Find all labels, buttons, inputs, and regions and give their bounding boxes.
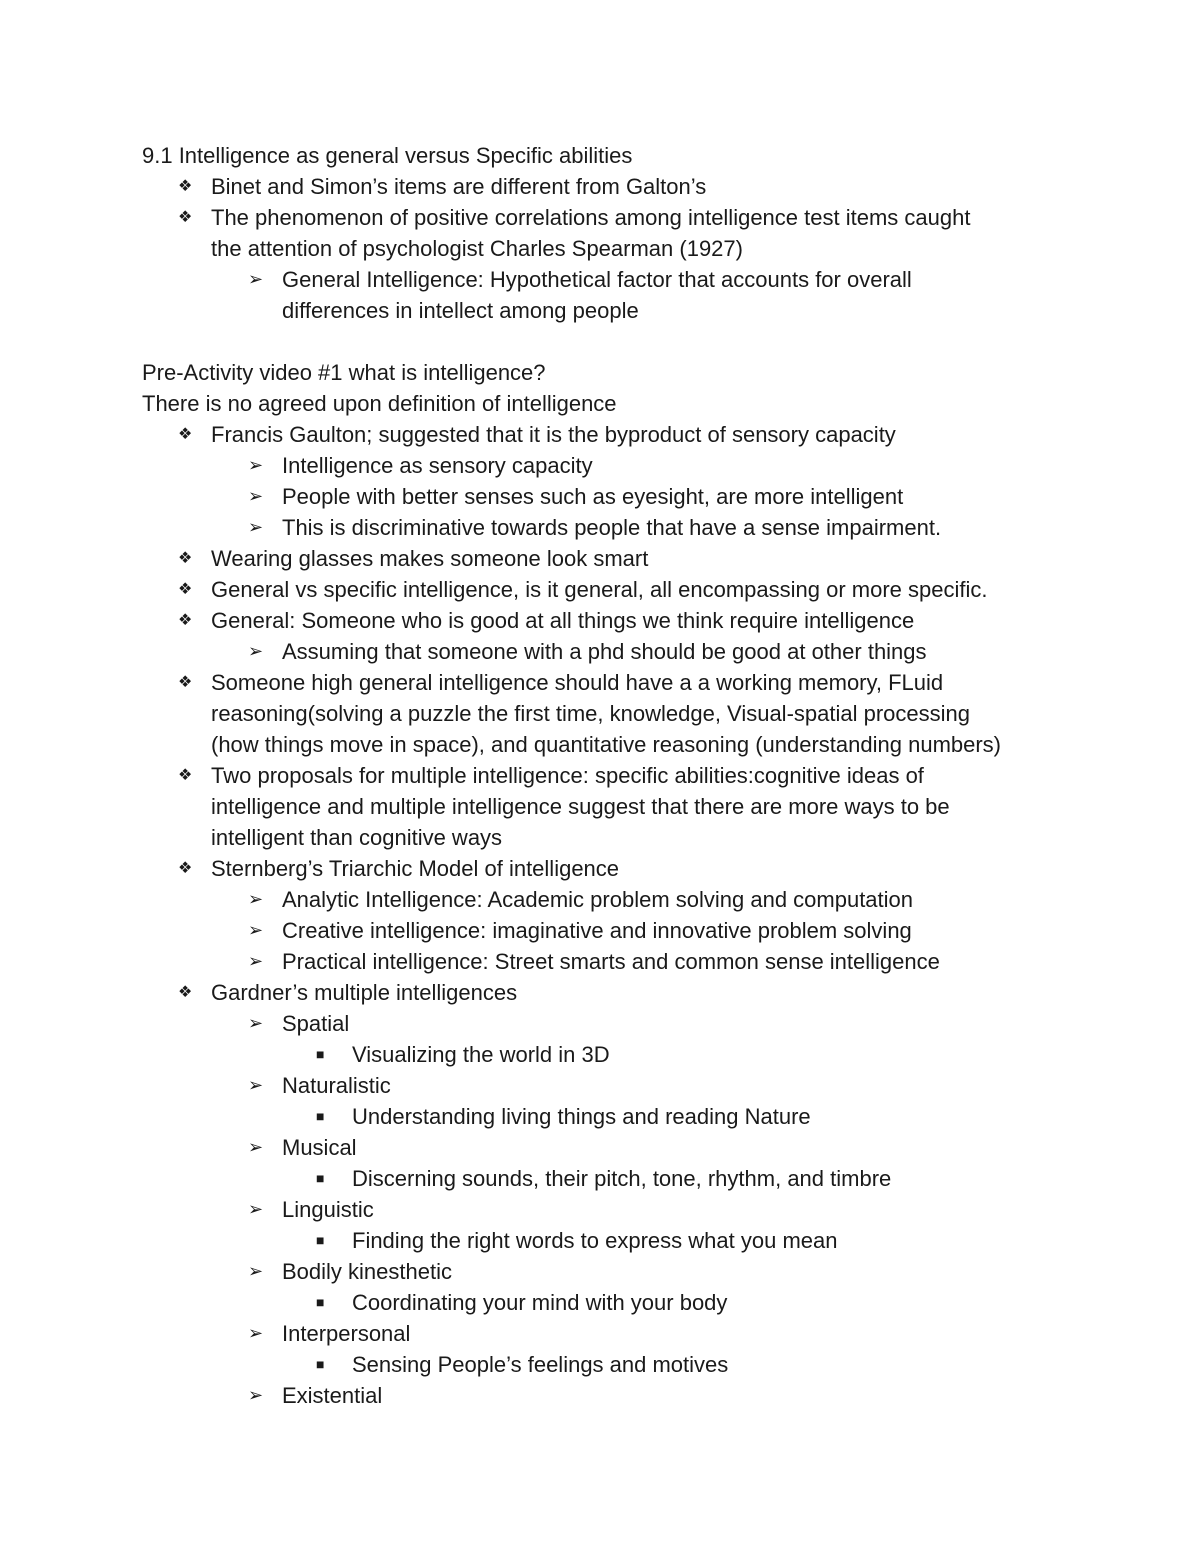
arrow-bullet-icon: ➢ — [248, 1199, 264, 1219]
list-item-text: Bodily kinesthetic — [282, 1259, 452, 1284]
list-item — [0, 915, 1200, 946]
section-heading-9-1: 9.1 Intelligence as general versus Specific abilities — [142, 143, 633, 168]
arrow-bullet-icon: ➢ — [248, 889, 264, 909]
list-item-text: This is discriminative towards people that have a sense impairment. — [282, 515, 942, 540]
diamond-bullet-icon: ❖ — [178, 550, 193, 567]
list-item — [0, 1380, 1200, 1411]
arrow-bullet-icon: ➢ — [248, 486, 264, 506]
list-item — [0, 853, 1200, 884]
list-item — [0, 264, 1200, 295]
list-item-text: Interpersonal — [282, 1321, 411, 1346]
list-item-text: Analytic Intelligence: Academic problem solving and computation — [282, 887, 914, 912]
list-item-text: Intelligence as sensory capacity — [282, 453, 593, 478]
list-item-text: Binet and Simon’s items are different from Galton’s — [211, 174, 707, 199]
list-item — [0, 977, 1200, 1008]
list-item — [0, 946, 1200, 977]
list-item-text: Coordinating your mind with your body — [352, 1290, 728, 1315]
arrow-bullet-icon: ➢ — [248, 920, 264, 940]
diamond-bullet-icon: ❖ — [178, 178, 193, 195]
arrow-bullet-icon: ➢ — [248, 517, 264, 537]
list-item — [0, 1318, 1200, 1349]
list-item-text: Discerning sounds, their pitch, tone, rhythm, and timbre — [352, 1166, 892, 1191]
list-item-text: Two proposals for multiple intelligence: specific abilities:cognitive ideas of — [211, 763, 924, 788]
arrow-bullet-icon: ➢ — [248, 269, 264, 289]
square-bullet-icon: ■ — [316, 1232, 325, 1248]
list-item — [0, 543, 1200, 574]
list-item-text: Gardner’s multiple intelligences — [211, 980, 518, 1005]
list-item — [0, 1039, 1200, 1070]
arrow-bullet-icon: ➢ — [248, 1385, 264, 1405]
square-bullet-icon: ■ — [316, 1108, 325, 1124]
list-item-text: Creative intelligence: imaginative and innovative problem solving — [282, 918, 912, 943]
list-item-text: General: Someone who is good at all things we think require intelligence — [211, 608, 915, 633]
list-item — [0, 419, 1200, 450]
list-item — [0, 512, 1200, 543]
square-bullet-icon: ■ — [316, 1046, 325, 1062]
diamond-bullet-icon: ❖ — [178, 674, 193, 691]
arrow-bullet-icon: ➢ — [248, 1137, 264, 1157]
list-item — [0, 884, 1200, 915]
list-item-text: Someone high general intelligence should have a a working memory, FLuid — [211, 670, 944, 695]
diamond-bullet-icon: ❖ — [178, 860, 193, 877]
section-intro: There is no agreed upon definition of intelligence — [142, 391, 617, 416]
list-item — [0, 481, 1200, 512]
list-item — [0, 202, 1200, 233]
list-item — [0, 1225, 1200, 1256]
diamond-bullet-icon: ❖ — [178, 426, 193, 443]
diamond-bullet-icon: ❖ — [178, 612, 193, 629]
list-item-text: Existential — [282, 1383, 383, 1408]
list-item-text: Francis Gaulton; suggested that it is the byproduct of sensory capacity — [211, 422, 896, 447]
arrow-bullet-icon: ➢ — [248, 455, 264, 475]
list-item — [0, 1349, 1200, 1380]
blank-line — [0, 326, 1200, 357]
list-item — [0, 450, 1200, 481]
list-item — [0, 1132, 1200, 1163]
list-item-text: Spatial — [282, 1011, 350, 1036]
list-item-continuation — [0, 729, 1200, 760]
list-item-text: the attention of psychologist Charles Spearman (1927) — [211, 236, 743, 261]
list-item-text: The phenomenon of positive correlations among intelligence test items caught — [211, 205, 971, 230]
diamond-bullet-icon: ❖ — [178, 984, 193, 1001]
list-item-text: Finding the right words to express what you mean — [352, 1228, 838, 1253]
list-item — [0, 1070, 1200, 1101]
list-item-text: intelligence and multiple intelligence suggest that there are more ways to be — [211, 794, 950, 819]
square-bullet-icon: ■ — [316, 1170, 325, 1186]
list-item-text: (how things move in space), and quantitative reasoning (understanding numbers) — [211, 732, 1002, 757]
list-item — [0, 667, 1200, 698]
square-bullet-icon: ■ — [316, 1356, 325, 1372]
list-item — [0, 605, 1200, 636]
list-item — [0, 1256, 1200, 1287]
arrow-bullet-icon: ➢ — [248, 641, 264, 661]
list-item-continuation — [0, 295, 1200, 326]
list-item-text: General Intelligence: Hypothetical factor that accounts for overall — [282, 267, 912, 292]
list-item — [0, 1101, 1200, 1132]
list-item-text: Visualizing the world in 3D — [352, 1042, 610, 1067]
list-item-text: Sternberg’s Triarchic Model of intelligence — [211, 856, 620, 881]
list-item-text: differences in intellect among people — [282, 298, 639, 323]
list-item-text: reasoning(solving a puzzle the first time, knowledge, Visual-spatial processing — [211, 701, 970, 726]
square-bullet-icon: ■ — [316, 1294, 325, 1310]
list-item — [0, 574, 1200, 605]
section-heading-pre-activity: Pre-Activity video #1 what is intelligence? — [142, 360, 546, 385]
document-page — [0, 140, 1200, 1411]
list-item-continuation — [0, 791, 1200, 822]
list-item-continuation — [0, 233, 1200, 264]
list-item-continuation — [0, 698, 1200, 729]
list-item-text: General vs specific intelligence, is it general, all encompassing or more specific. — [211, 577, 988, 602]
diamond-bullet-icon: ❖ — [178, 581, 193, 598]
list-item — [0, 1163, 1200, 1194]
list-item-text: Musical — [282, 1135, 357, 1160]
diamond-bullet-icon: ❖ — [178, 209, 193, 226]
list-item — [0, 1194, 1200, 1225]
list-item-text: intelligent than cognitive ways — [211, 825, 503, 850]
list-item — [0, 171, 1200, 202]
arrow-bullet-icon: ➢ — [248, 951, 264, 971]
list-item — [0, 760, 1200, 791]
list-item — [0, 1287, 1200, 1318]
list-item-text: Sensing People’s feelings and motives — [352, 1352, 729, 1377]
list-item-text: Wearing glasses makes someone look smart — [211, 546, 649, 571]
arrow-bullet-icon: ➢ — [248, 1013, 264, 1033]
diamond-bullet-icon: ❖ — [178, 767, 193, 784]
list-item — [0, 1008, 1200, 1039]
arrow-bullet-icon: ➢ — [248, 1075, 264, 1095]
list-item-text: People with better senses such as eyesight, are more intelligent — [282, 484, 904, 509]
list-item-text: Practical intelligence: Street smarts and common sense intelligence — [282, 949, 940, 974]
arrow-bullet-icon: ➢ — [248, 1261, 264, 1281]
list-item-text: Understanding living things and reading Nature — [352, 1104, 811, 1129]
list-item — [0, 636, 1200, 667]
list-item-text: Naturalistic — [282, 1073, 391, 1098]
list-item-text: Linguistic — [282, 1197, 374, 1222]
arrow-bullet-icon: ➢ — [248, 1323, 264, 1343]
list-item-continuation — [0, 822, 1200, 853]
list-item-text: Assuming that someone with a phd should be good at other things — [282, 639, 927, 664]
